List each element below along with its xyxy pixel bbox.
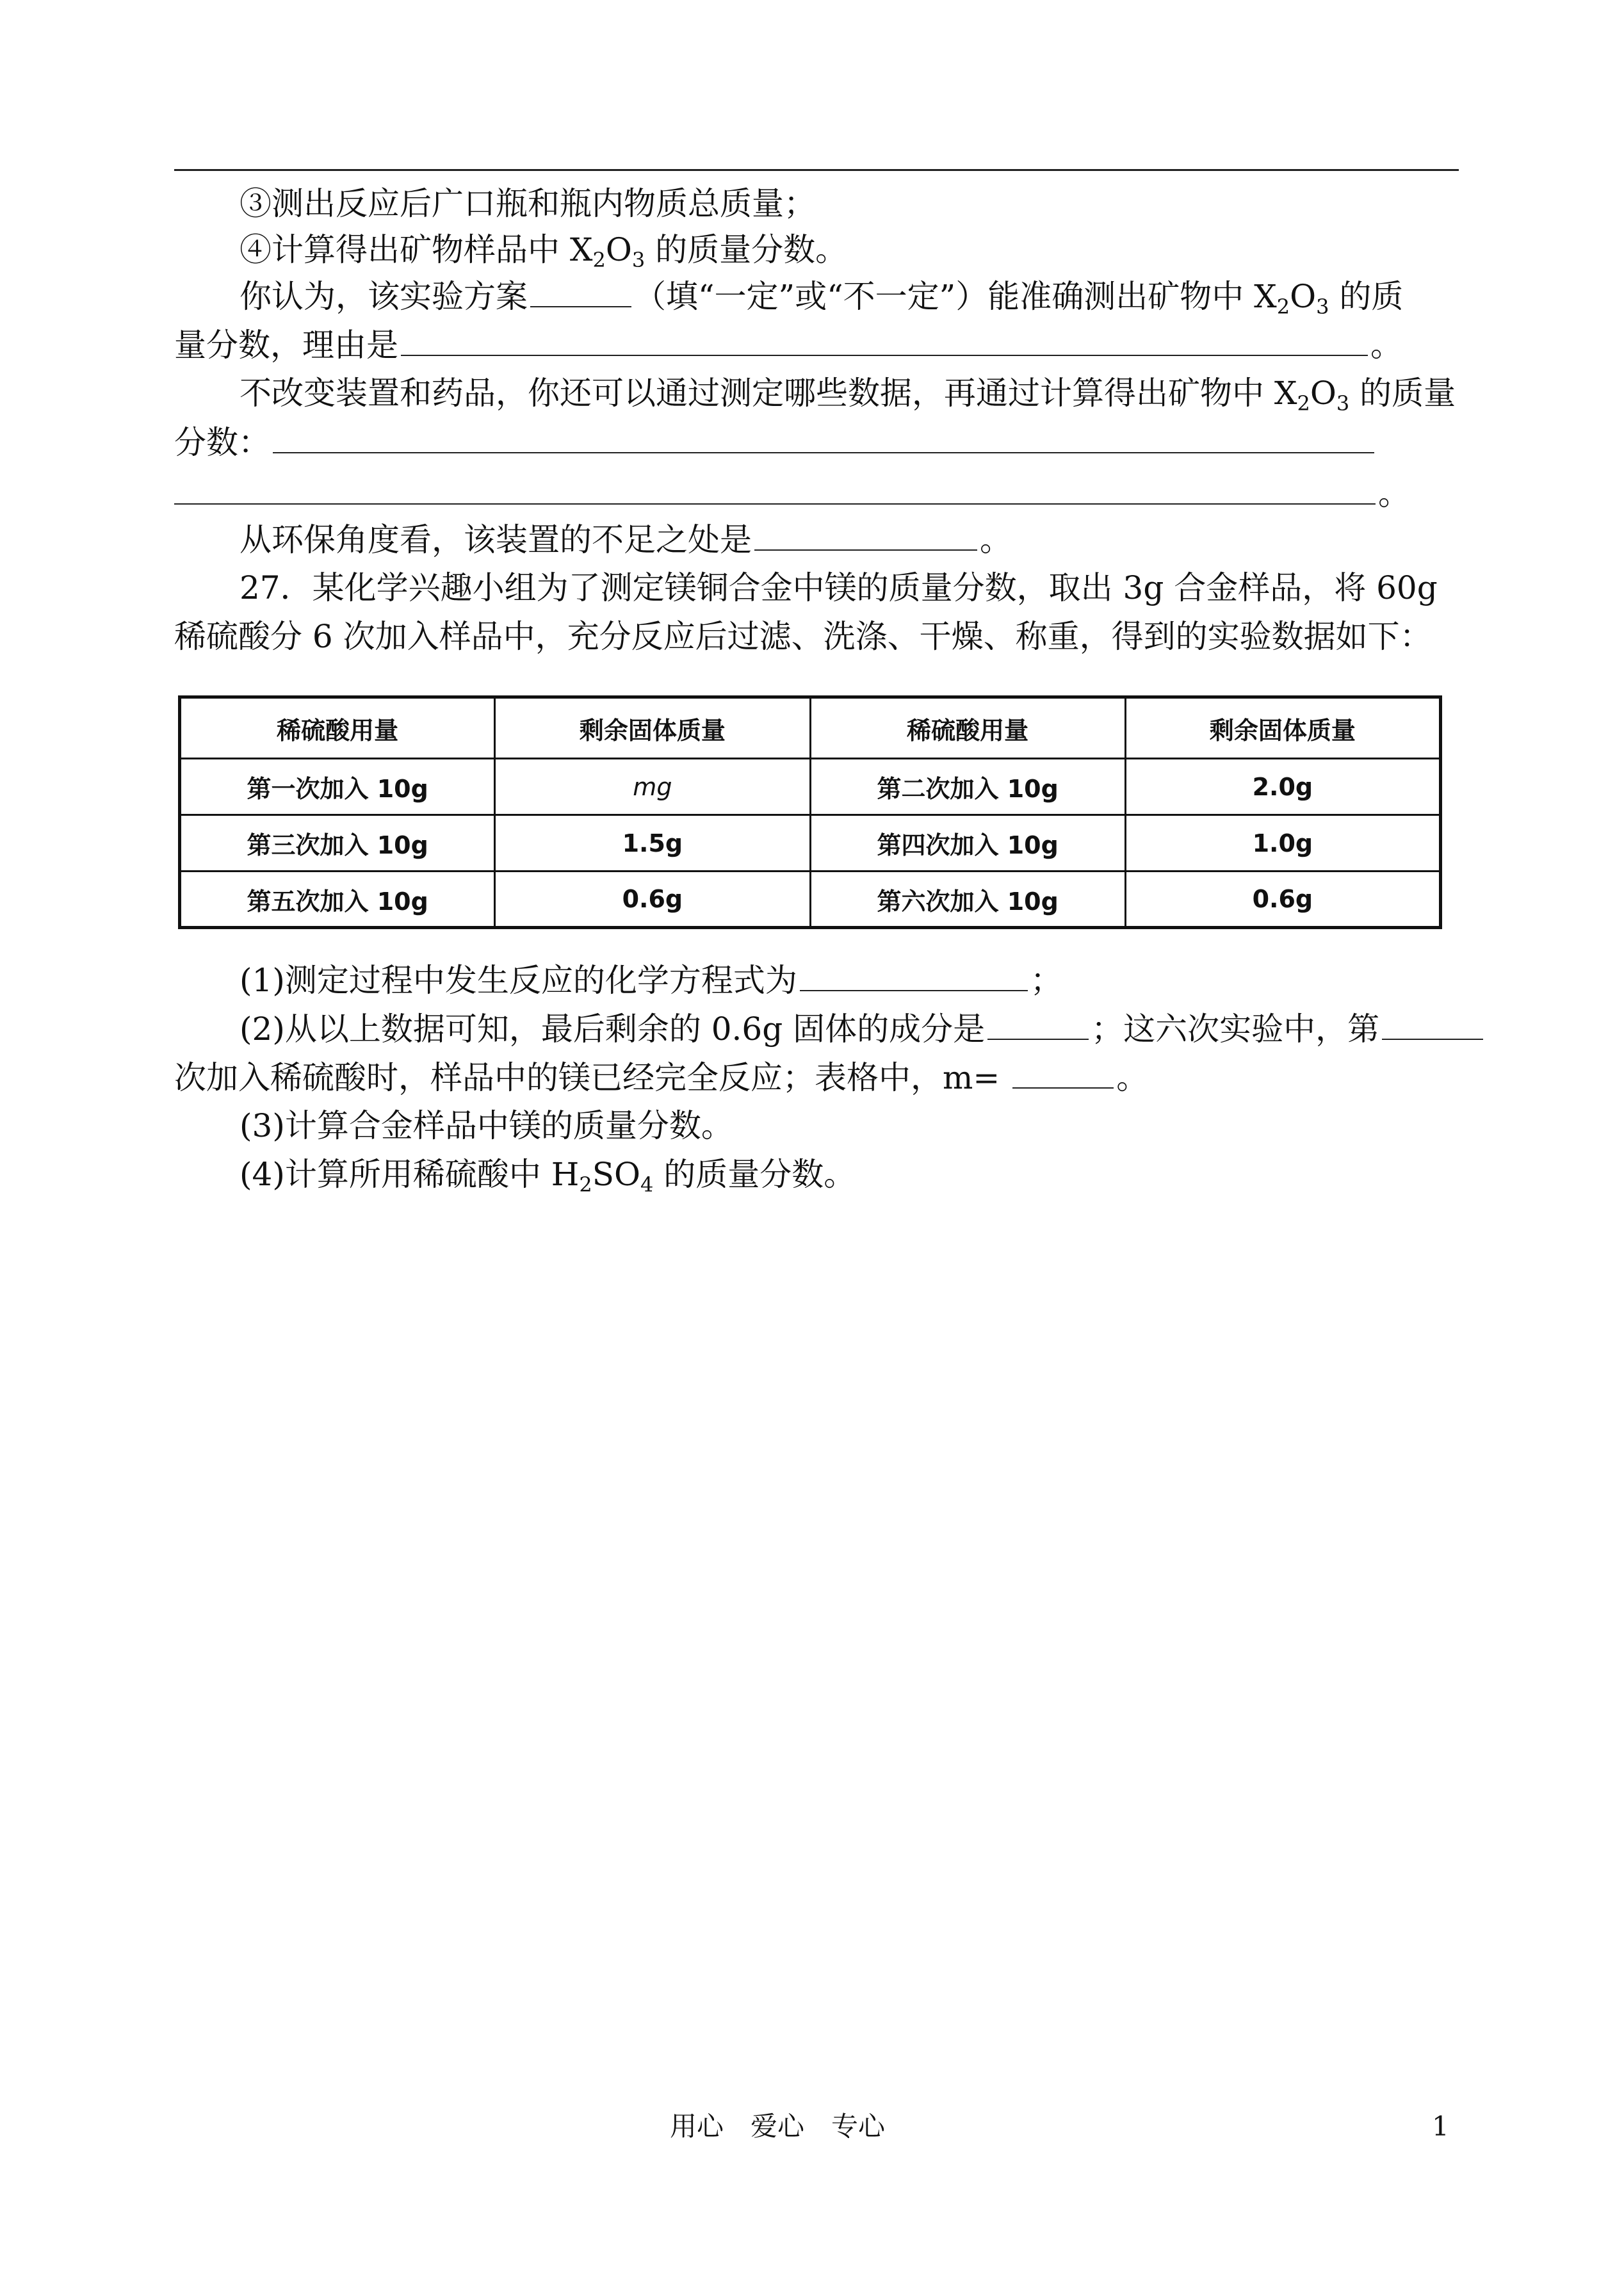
question-accuracy-line: 你认为，该实验方案 （填“一定”或“不一定”）能准确测出矿物中 $X_2O_3$ 的质: [240, 278, 1404, 319]
question-fraction-continue: 。: [174, 474, 1410, 513]
table-cell: 第一次加入 10g: [180, 759, 495, 815]
problem-27-intro-continue: 稀硫酸分 6 次加入样品中，充分反应后过滤、洗涤、干燥、称重，得到的实验数据如下：: [174, 618, 1432, 655]
subquestion-1: (1)测定过程中发生反应的化学方程式为 ；: [240, 962, 1062, 999]
question-reason-line: 量分数，理由是 。: [174, 327, 1402, 364]
table-header-cell: 稀硫酸用量: [810, 697, 1125, 759]
blank-alt-data-2[interactable]: [174, 474, 1376, 505]
footer-motto: 用心 爱心 专心: [670, 2111, 886, 2142]
blank-reason[interactable]: [401, 325, 1368, 356]
step-3-text: ③测出反应后广口瓶和瓶内物质总质量；: [240, 185, 816, 222]
table-row: [180, 759, 1441, 815]
table-cell: 第五次加入 10g: [180, 872, 495, 928]
table-cell: 2.0g: [1125, 759, 1440, 815]
blank-residue[interactable]: [987, 1009, 1089, 1040]
table-cell: 1.5g: [495, 815, 810, 872]
table-cell: 0.6g: [1125, 872, 1440, 928]
problem-27-intro: 27．某化学兴趣小组为了测定镁铜合金中镁的质量分数，取出 3g 合金样品，将 60g: [240, 569, 1438, 606]
experiment-data-table: [178, 695, 1442, 929]
table-cell: 第六次加入 10g: [810, 872, 1125, 928]
blank-trial-number[interactable]: [1382, 1009, 1483, 1040]
table-cell: 0.6g: [495, 872, 810, 928]
table-cell: 1.0g: [1125, 815, 1440, 872]
table-cell: mg: [495, 759, 810, 815]
blank-environment[interactable]: [754, 520, 977, 551]
blank-m-value[interactable]: [1012, 1058, 1114, 1089]
question-environment-line: 从环保角度看，该装置的不足之处是 。: [240, 521, 1012, 558]
question-fraction-line: 分数：: [174, 423, 1377, 462]
table-header-row: [180, 697, 1441, 759]
table-row: [180, 815, 1441, 872]
table-header-cell: 剩余固体质量: [495, 697, 810, 759]
subquestion-3: (3)计算合金样品中镁的质量分数。: [240, 1107, 733, 1144]
table-header-cell: 稀硫酸用量: [180, 697, 495, 759]
table-cell: 第四次加入 10g: [810, 815, 1125, 872]
subquestion-2-continue: 次加入稀硫酸时，样品中的镁已经完全反应；表格中，m= 。: [174, 1059, 1149, 1096]
page-number: 1: [1432, 2111, 1449, 2142]
subquestion-2: (2)从以上数据可知，最后剩余的 0.6g 固体的成分是 ；这六次实验中，第: [240, 1009, 1486, 1048]
blank-alt-data-1[interactable]: [273, 423, 1374, 453]
blank-equation[interactable]: [800, 961, 1028, 991]
table-header-cell: 剩余固体质量: [1125, 697, 1440, 759]
table-cell: 第三次加入 10g: [180, 815, 495, 872]
subquestion-4: (4)计算所用稀硫酸中 $H_2SO_4$ 的质量分数。: [240, 1156, 856, 1197]
question-alt-data-line: 不改变装置和药品，你还可以通过测定哪些数据，再通过计算得出矿物中 $X_2O_3$ 的质量: [240, 375, 1456, 416]
header-rule: [174, 169, 1459, 171]
step-4-text: ④计算得出矿物样品中 $X_2O_3$ 的质量分数。: [240, 231, 848, 272]
blank-accuracy[interactable]: [530, 277, 631, 307]
table-row: [180, 872, 1441, 928]
table-cell: 第二次加入 10g: [810, 759, 1125, 815]
